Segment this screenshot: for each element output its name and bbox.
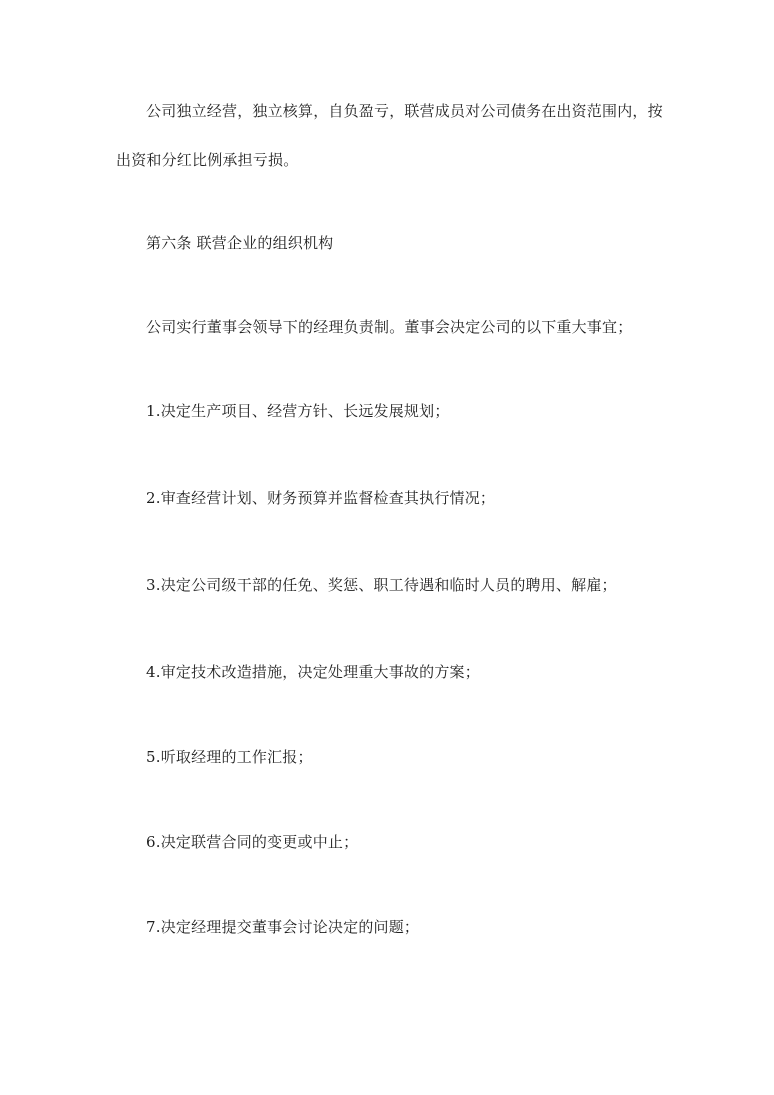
list-item-4: 4.审定技术改造措施，决定处理重大事故的方案； (146, 663, 480, 681)
list-item-5: 5.听取经理的工作汇报； (146, 748, 313, 766)
list-item-1: 1.决定生产项目、经营方针、长远发展规划； (146, 402, 450, 420)
list-item-2: 2.审查经营计划、财务预算并监督检查其执行情况； (146, 489, 496, 507)
list-item-7: 7.决定经理提交董事会讨论决定的问题； (146, 918, 420, 936)
list-item-6: 6.决定联营合同的变更或中止； (146, 833, 359, 851)
article-heading: 第六条 联营企业的组织机构 (146, 234, 334, 252)
intro-paragraph-line-2: 出资和分红比例承担亏损。 (116, 151, 299, 169)
list-item-3: 3.决定公司级干部的任免、奖惩、职工待遇和临时人员的聘用、解雇； (146, 576, 617, 594)
intro-paragraph-line-1: 公司独立经营，独立核算，自负盈亏，联营成员对公司债务在出资范围内，按 (146, 102, 663, 120)
article-intro: 公司实行董事会领导下的经理负责制。董事会决定公司的以下重大事宜； (146, 318, 633, 336)
